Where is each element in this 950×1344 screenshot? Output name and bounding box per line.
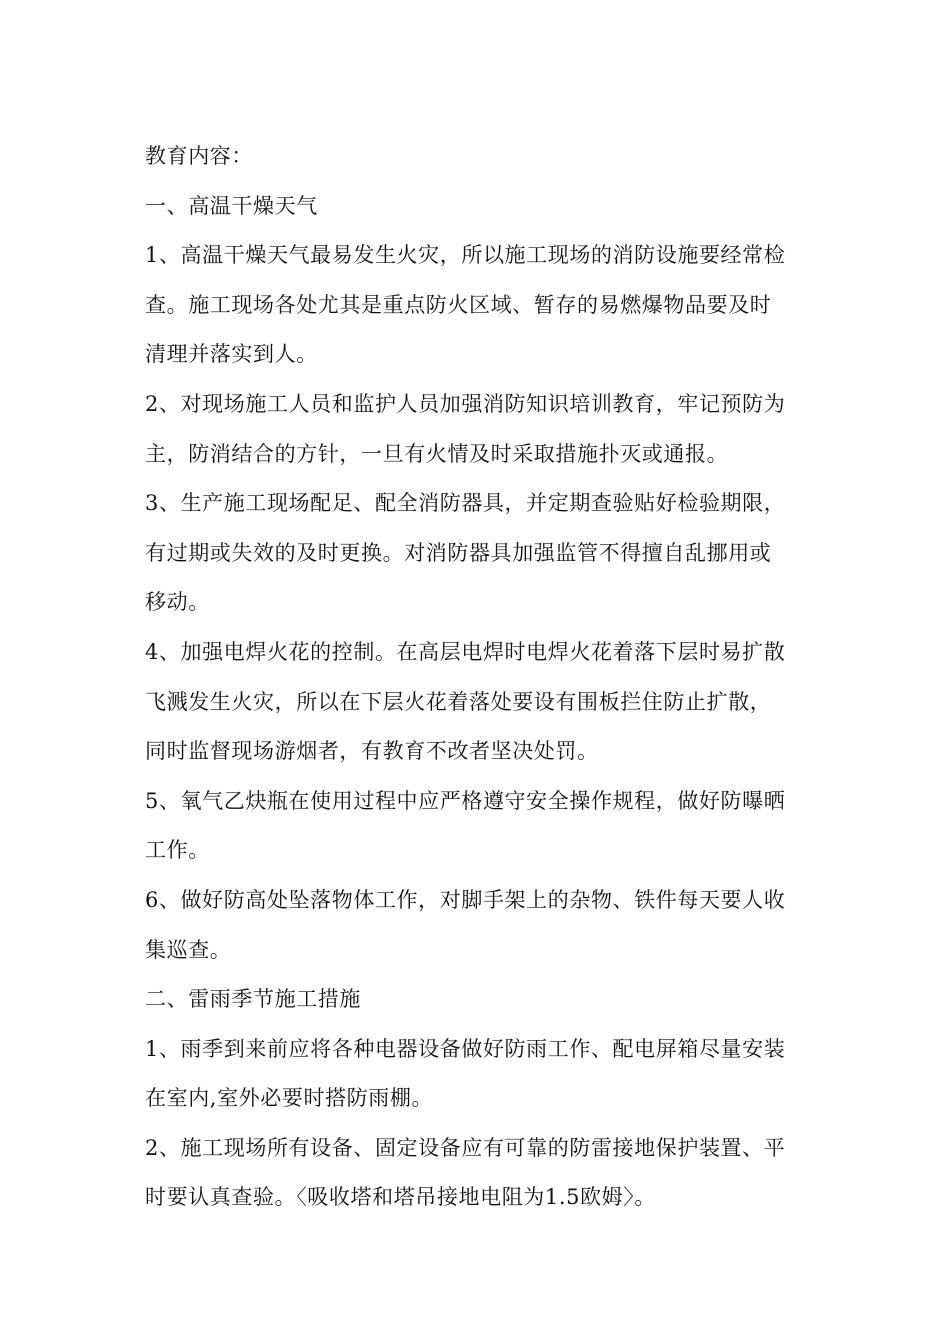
paragraph-line: 清理并落实到人。 — [145, 342, 318, 367]
paragraph-line: 集巡查。 — [145, 937, 232, 962]
paragraph-line: 1、高温干燥天气最易发生火灾，所以施工现场的消防设施要经常检 — [145, 243, 786, 268]
document-body — [145, 132, 815, 1223]
section-heading-1: 一、高温干燥天气 — [145, 193, 318, 218]
paragraph-line: 时要认真查验。〈吸收塔和塔吊接地电阻为1.5欧姆〉。 — [145, 1185, 656, 1210]
paragraph-line: 3、生产施工现场配足、配全消防器具，并定期查验贴好检验期限， — [145, 491, 786, 516]
section-label: 教育内容： — [145, 144, 253, 168]
paragraph-line: 5、氧气乙炔瓶在使用过程中应严格遵守安全操作规程，做好防曝晒 — [145, 788, 786, 813]
paragraph-line: 2、对现场施工人员和监护人员加强消防知识培训教育，牢记预防为 — [145, 391, 786, 416]
paragraph-line: 4、加强电焊火花的控制。在高层电焊时电焊火花着落下层时易扩散 — [145, 639, 786, 664]
paragraph-line: 在室内,室外必要时搭防雨棚。 — [145, 1086, 434, 1111]
paragraph-line: 工作。 — [145, 838, 210, 863]
paragraph-line: 同时监督现场游烟者，有教育不改者坚决处罚。 — [145, 739, 599, 764]
paragraph-line: 6、做好防高处坠落物体工作，对脚手架上的杂物、铁件每天要人收 — [145, 887, 786, 912]
section-heading-2: 二、雷雨季节施工措施 — [145, 987, 361, 1012]
paragraph-line: 有过期或失效的及时更换。对消防器具加强监管不得擅自乱挪用或 — [145, 540, 772, 565]
paragraph-line: 飞溅发生火灾，所以在下层火花着落处要设有围板拦住防止扩散， — [145, 689, 772, 714]
paragraph-line: 查。施工现场各处尤其是重点防火区域、暂存的易燃爆物品要及时 — [145, 292, 772, 317]
paragraph-line: 主，防消结合的方针，一旦有火情及时采取措施扑灭或通报。 — [145, 441, 729, 466]
paragraph-line: 2、施工现场所有设备、固定设备应有可靠的防雷接地保护装置、平 — [145, 1135, 786, 1160]
paragraph-line: 移动。 — [145, 590, 210, 615]
paragraph-line: 1、雨季到来前应将各种电器设备做好防雨工作、配电屏箱尽量安装 — [145, 1036, 786, 1061]
